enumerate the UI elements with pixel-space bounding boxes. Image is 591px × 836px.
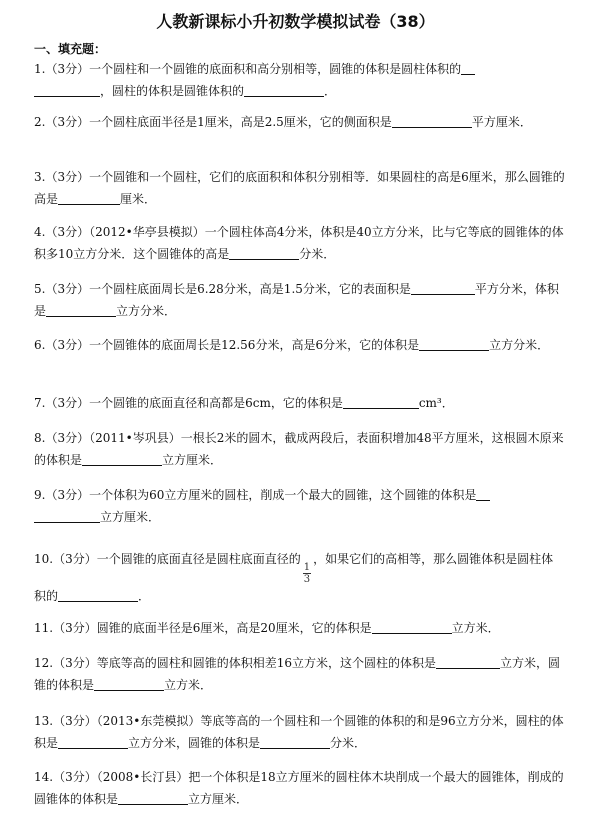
question-text: 立方米． [451, 621, 500, 635]
question-text: 立方厘米． [162, 453, 223, 467]
question-text: ，如果它们的高相等，那么圆锥体积是圆柱体积的 [34, 552, 554, 603]
answer-blank[interactable] [58, 587, 138, 602]
question-7 [34, 392, 565, 414]
question-9 [34, 484, 565, 528]
question-text: 5.（3分）一个圆柱底面周长是6.28分米，高是1.5分米，它的表面积是 [34, 282, 411, 296]
answer-blank[interactable] [229, 245, 299, 260]
question-text: ，圆柱的体积是圆锥体积的 [100, 84, 245, 98]
question-text: 14.（3分）（2008•长汀县）把一个体积是18立方厘米的圆柱体木块削成一个最大的圆锥体，削成的圆锥体的体积是 [34, 770, 564, 806]
question-text: 1.（3分）一个圆柱和一个圆锥的底面积和高分别相等，圆锥的体积是圆柱体积的 [34, 62, 462, 76]
fraction-denominator: 3 [303, 574, 311, 585]
question-text: 厘米． [120, 192, 157, 206]
answer-blank[interactable] [82, 451, 162, 466]
question-text: 12.（3分）等底等高的圆柱和圆锥的体积相差16立方米，这个圆柱的体积是 [34, 656, 436, 670]
question-2 [34, 111, 565, 133]
answer-blank[interactable] [392, 113, 472, 128]
question-text: cm³． [418, 396, 454, 410]
question-text: 立方分米． [116, 304, 177, 318]
question-text: 6.（3分）一个圆锥体的底面周长是12.56分米，高是6分米，它的体积是 [34, 338, 420, 352]
question-text: 立方米． [164, 678, 213, 692]
answer-blank[interactable] [34, 82, 100, 97]
question-text: 立方米，圆锥的体积是 [34, 656, 561, 692]
question-text: 分米． [330, 736, 367, 750]
answer-blank[interactable] [436, 654, 500, 669]
question-text: 立方分米． [489, 338, 550, 352]
question-text: 9.（3分）一个体积为60立方厘米的圆柱，削成一个最大的圆锥，这个圆锥的体积是 [34, 488, 477, 502]
question-8 [34, 427, 565, 471]
question-text: 7.（3分）一个圆锥的底面直径和高都是6cm，它的体积是 [34, 396, 343, 410]
answer-blank[interactable] [34, 508, 100, 523]
question-5 [34, 278, 565, 322]
question-12 [34, 652, 565, 696]
question-text: 11.（3分）圆锥的底面半径是6厘米，高是20厘米，它的体积是 [34, 621, 372, 635]
question-4 [34, 221, 565, 265]
answer-blank[interactable] [476, 486, 490, 501]
question-text: 4.（3分）（2012•华亭县模拟）一个圆柱体高4分米，体积是40立方分米，比与它等底的圆锥体的体积多10立方分米．这个圆锥体的高是 [34, 225, 564, 261]
question-14 [34, 766, 565, 810]
answer-blank[interactable] [372, 619, 452, 634]
question-3 [34, 166, 565, 210]
question-text: 立方分米，圆锥的体积是 [128, 736, 261, 750]
question-6 [34, 334, 565, 356]
question-text: 平方厘米． [471, 115, 532, 129]
question-text: 13.（3分）（2013•东莞模拟）等底等高的一个圆柱和一个圆锥的体积的和是96立方分米，圆柱的体积是 [34, 714, 564, 750]
question-text: 2.（3分）一个圆柱底面半径是1厘米，高是2.5厘米，它的侧面积是 [34, 115, 392, 129]
question-text: 立方厘米． [100, 510, 161, 524]
question-10 [34, 548, 565, 607]
question-text: 立方厘米． [188, 792, 249, 806]
answer-blank[interactable] [419, 336, 489, 351]
answer-blank[interactable] [118, 790, 188, 805]
fraction [303, 562, 311, 585]
answer-blank[interactable] [244, 82, 324, 97]
question-text: 3.（3分）一个圆锥和一个圆柱，它们的底面积和体积分别相等．如果圆柱的高是6厘米，那么圆锥的高是 [34, 170, 565, 206]
answer-blank[interactable] [46, 302, 116, 317]
question-13 [34, 710, 565, 754]
question-text: 平方分米，体积是 [34, 282, 559, 318]
answer-blank[interactable] [58, 734, 128, 749]
question-text: ． [324, 84, 337, 98]
answer-blank[interactable] [94, 676, 164, 691]
question-text: 10.（3分）一个圆锥的底面直径是圆柱底面直径的 [34, 552, 301, 566]
answer-blank[interactable] [411, 280, 475, 295]
page-title: 人教新课标小升初数学模拟试卷（38） [156, 12, 435, 31]
question-text: 8.（3分）（2011•岑巩县）一根长2米的圆木，截成两段后，表面积增加48平方厘米，这根圆木原来的体积是 [34, 431, 564, 467]
answer-blank[interactable] [260, 734, 330, 749]
question-11 [34, 617, 565, 639]
answer-blank[interactable] [461, 60, 475, 75]
question-text: 分米． [299, 247, 336, 261]
section-heading: 一、填充题： [34, 42, 107, 56]
question-1 [34, 58, 565, 102]
answer-blank[interactable] [343, 394, 419, 409]
question-text: ． [138, 589, 151, 603]
answer-blank[interactable] [58, 190, 120, 205]
fraction-numerator: 1 [303, 562, 311, 573]
